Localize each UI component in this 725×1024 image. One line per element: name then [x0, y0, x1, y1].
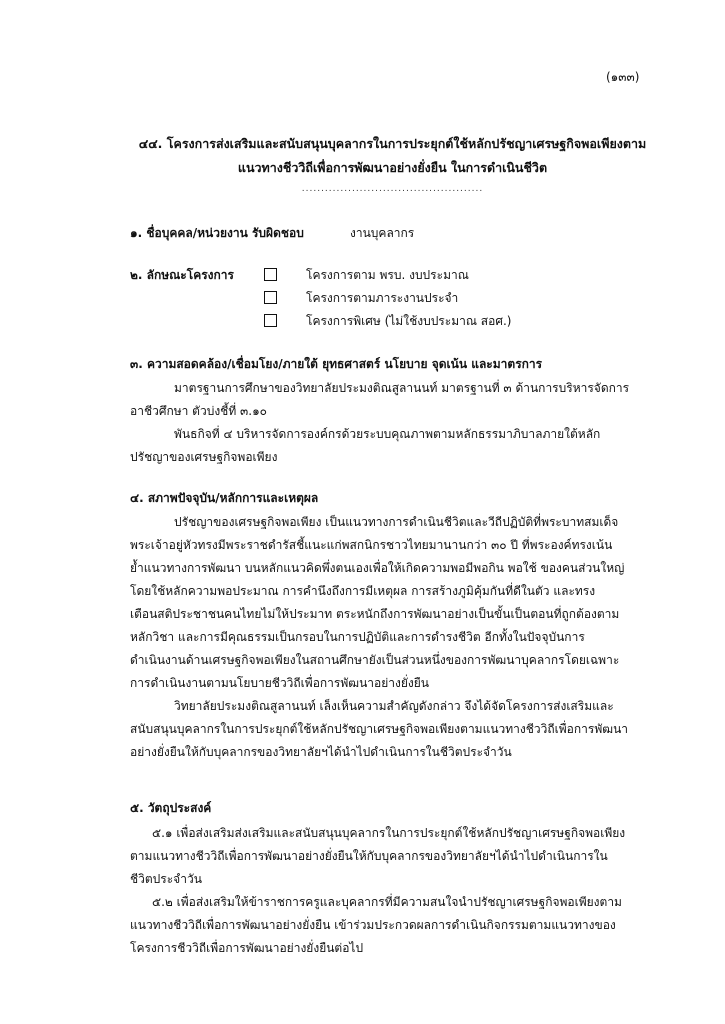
- section-4-line: ปรัชญาของเศรษฐกิจพอเพียง เป็นแนวทางการดำเนินชีวิตและวีถีปฏิบัติที่พระบาทสมเด็จ: [174, 515, 619, 529]
- section-4-line: อย่างยั่งยืนให้กับบุคลากรของวิทยาลัยฯได้นำไปดำเนินการในชีวิตประจำวัน: [130, 745, 512, 759]
- section-2-heading: ๒. ลักษณะโครงการ: [130, 268, 234, 282]
- section-3-line: มาตรฐานการศึกษาของวิทยาลัยประมงติณสูลานนท์ มาตรฐานที่ ๓ ด้านการบริหารจัดการ: [174, 381, 630, 395]
- title-dotted-separator: ...............................................: [301, 184, 484, 194]
- project-type-checkbox-3[interactable]: [264, 314, 277, 327]
- section-3-line: พันธกิจที่ ๔ บริหารจัดการองค์กรด้วยระบบคุณภาพตามหลักธรรมาภิบาลภายใต้หลัก: [174, 427, 601, 441]
- section-5-line: ตามแนวทางชีววิถีเพื่อการพัฒนาอย่างยั่งยืนให้กับบุคลากรของวิทยาลัยฯได้นำไปดำเนินการใน: [130, 849, 608, 863]
- section-4-line: วิทยาลัยประมงติณสูลานนท์ เล็งเห็นความสำคัญดังกล่าว จึงได้จัดโครงการส่งเสริมและ: [174, 699, 614, 713]
- section-3-heading: ๓. ความสอดคล้อง/เชื่อมโยง/ภายใต้ ยุทธศาสตร์ นโยบาย จุดเน้น และมาตรการ: [130, 357, 543, 371]
- section-5-line: แนวทางชีววิถีเพื่อการพัฒนาอย่างยั่งยืน เข้าร่วมประกวดผลการดำเนินกิจกรรมตามแนวทางของ: [130, 918, 616, 932]
- project-type-checkbox-2[interactable]: [264, 291, 277, 304]
- section-1-heading: ๑. ชื่อบุคคล/หน่วยงาน รับผิดชอบ: [130, 226, 304, 240]
- section-4-heading: ๔. สภาพปัจจุบัน/หลักการและเหตุผล: [130, 491, 319, 505]
- document-title-line-1: ๔๔. โครงการส่งเสริมและสนับสนุนบุคลากรในการประยุกต์ใช้หลักปรัชญาเศรษฐกิจพอเพียงตาม: [138, 136, 647, 151]
- responsible-unit-value: งานบุคลากร: [350, 226, 415, 240]
- section-4-line: การดำเนินงานตามนโยบายชีววิถีเพื่อการพัฒนาอย่างยั่งยืน: [130, 676, 430, 690]
- section-5-line: ๕.๒ เพื่อส่งเสริมให้ข้าราชการครูและบุคลากรที่มีความสนใจนำปรัชญาเศรษฐกิจพอเพียงตาม: [152, 895, 622, 909]
- section-4-line: หลักวิชา และการมีคุณธรรมเป็นกรอบในการปฏิบัติและการดำรงชีวิต อีกทั้งในปัจจุบันการ: [130, 630, 585, 644]
- section-4-line: สนับสนุนบุคลากรในการประยุกต์ใช้หลักปรัชญาเศรษฐกิจพอเพียงตามแนวทางชีววิถีเพื่อการพัฒนา: [130, 722, 629, 736]
- project-type-option-2: โครงการตามภาระงานประจำ: [306, 291, 459, 305]
- section-3-line: ปรัชญาของเศรษฐกิจพอเพียง: [130, 450, 278, 464]
- section-4-line: โดยใช้หลักความพอประมาณ การคำนึงถึงการมีเหตุผล การสร้างภูมิคุ้มกันที่ดีในตัว และทรง: [130, 584, 596, 598]
- project-type-option-3: โครงการพิเศษ (ไม่ใช้งบประมาณ สอศ.): [306, 314, 512, 328]
- section-5-line: ชีวิตประจำวัน: [130, 872, 202, 886]
- section-4-line: ดำเนินงานด้านเศรษฐกิจพอเพียงในสถานศึกษายังเป็นส่วนหนึ่งของการพัฒนาบุคลากรโดยเฉพาะ: [130, 653, 620, 667]
- section-5-heading: ๕. วัตถุประสงค์: [130, 801, 212, 815]
- section-4-line: เตือนสติประชาชนคนไทยไม่ให้ประมาท ตระหนักถึงการพัฒนาอย่างเป็นขั้นเป็นตอนที่ถูกต้องตาม: [130, 607, 620, 621]
- section-5-line: ๕.๑ เพื่อส่งเสริมส่งเสริมและสนับสนุนบุคลากรในการประยุกต์ใช้หลักปรัชญาเศรษฐกิจพอเพียง: [152, 826, 626, 840]
- document-title-line-2: แนวทางชีววิถีเพื่อการพัฒนาอย่างยั่งยืน ในการดำเนินชีวิต: [237, 160, 548, 175]
- project-type-option-1: โครงการตาม พรบ. งบประมาณ: [306, 268, 469, 282]
- section-4-line: พระเจ้าอยู่หัวทรงมีพระราชดำรัสชี้แนะแก่พสกนิกรชาวไทยมานานกว่า ๓๐ ปี ที่พระองค์ทรงเน้น: [130, 538, 613, 552]
- section-4-line: ย้ำแนวทางการพัฒนา บนหลักแนวคิดพึ่งตนเองเพื่อให้เกิดความพอมีพอกิน พอใช้ ของคนส่วนใหญ่: [130, 561, 625, 575]
- project-type-checkbox-1[interactable]: [264, 268, 277, 281]
- page-number: (๑๓๓): [606, 70, 640, 84]
- section-5-line: โครงการชีววิถีเพื่อการพัฒนาอย่างยั่งยืนต่อไป: [130, 941, 364, 955]
- section-3-line: อาชีวศึกษา ตัวบ่งชี้ที่ ๓.๑๐: [130, 404, 268, 418]
